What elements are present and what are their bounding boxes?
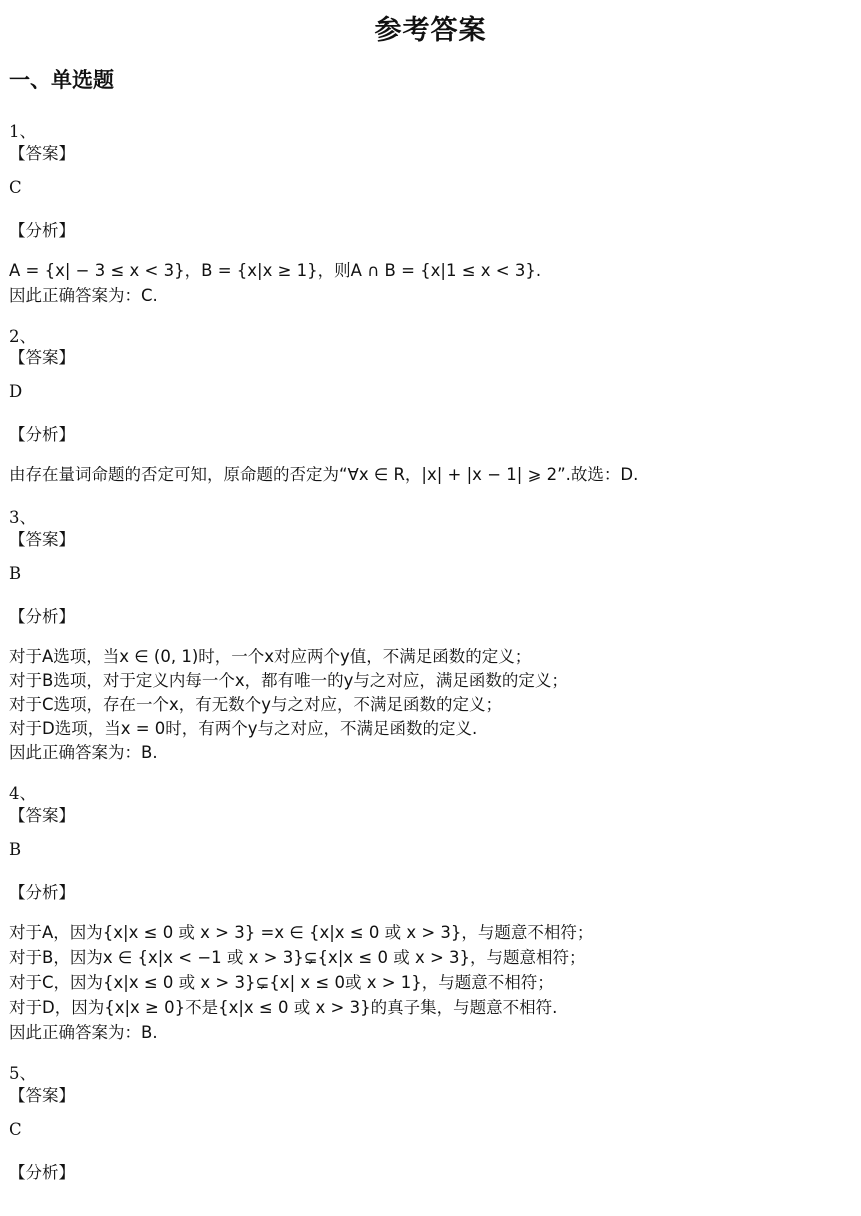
question-number: 4、 xyxy=(9,784,36,803)
analysis-line: A = {x| − 3 ≤ x < 3}，B = {x|x ≥ 1}，则A ∩ B = {x|1 ≤ x < 3}. xyxy=(9,261,542,280)
analysis-line: 因此正确答案为：B. xyxy=(9,1023,158,1042)
analysis-tag: 【分析】 xyxy=(9,607,75,626)
analysis-tag: 【分析】 xyxy=(9,1163,75,1182)
analysis-line: 由存在量词命题的否定可知，原命题的否定为“∀x ∈ R，|x| + |x − 1| ⩾ 2”.故选：D. xyxy=(9,465,639,484)
analysis-line: 对于C，因为{x|x ≤ 0 或 x > 3}⊊{x| x ≤ 0或 x > 1}，与题意不相符； xyxy=(9,973,554,992)
analysis-tag: 【分析】 xyxy=(9,425,75,444)
analysis-line: 对于B选项，对于定义内每一个x，都有唯一的y与之对应，满足函数的定义； xyxy=(9,671,568,690)
section-heading: 一、单选题 xyxy=(9,68,114,92)
question-number: 5、 xyxy=(9,1064,36,1083)
question-number: 2、 xyxy=(9,327,36,346)
analysis-line: 对于B，因为x ∈ {x|x < −1 或 x > 3}⊊{x|x ≤ 0 或 x > 3}，与题意相符； xyxy=(9,948,586,967)
answer-tag: 【答案】 xyxy=(9,348,75,367)
analysis-line: 因此正确答案为：B. xyxy=(9,743,158,762)
answer-tag: 【答案】 xyxy=(9,530,75,549)
analysis-line: 对于A，因为{x|x ≤ 0 或 x > 3} =x ∈ {x|x ≤ 0 或 x > 3}，与题意不相符； xyxy=(9,923,594,942)
answer-tag: 【答案】 xyxy=(9,144,75,163)
answer-value: C xyxy=(9,1120,22,1139)
analysis-line: 对于D选项，当x = 0时，有两个y与之对应，不满足函数的定义. xyxy=(9,719,478,738)
analysis-line: 因此正确答案为：C. xyxy=(9,286,158,305)
answer-value: B xyxy=(9,840,22,859)
answer-value: C xyxy=(9,178,22,197)
analysis-line: 对于D，因为{x|x ≥ 0}不是{x|x ≤ 0 或 x > 3}的真子集，与题意不相符. xyxy=(9,998,558,1017)
answer-tag: 【答案】 xyxy=(9,806,75,825)
answer-tag: 【答案】 xyxy=(9,1086,75,1105)
analysis-line: 对于C选项，存在一个x，有无数个y与之对应，不满足函数的定义； xyxy=(9,695,503,714)
answer-value: B xyxy=(9,564,22,583)
question-number: 3、 xyxy=(9,508,36,527)
answer-value: D xyxy=(9,382,23,401)
page-title: 参考答案 xyxy=(374,15,487,46)
analysis-line: 对于A选项，当x ∈ (0, 1)时，一个x对应两个y值，不满足函数的定义； xyxy=(9,647,532,666)
question-number: 1、 xyxy=(9,122,36,141)
analysis-tag: 【分析】 xyxy=(9,221,75,240)
analysis-tag: 【分析】 xyxy=(9,883,75,902)
